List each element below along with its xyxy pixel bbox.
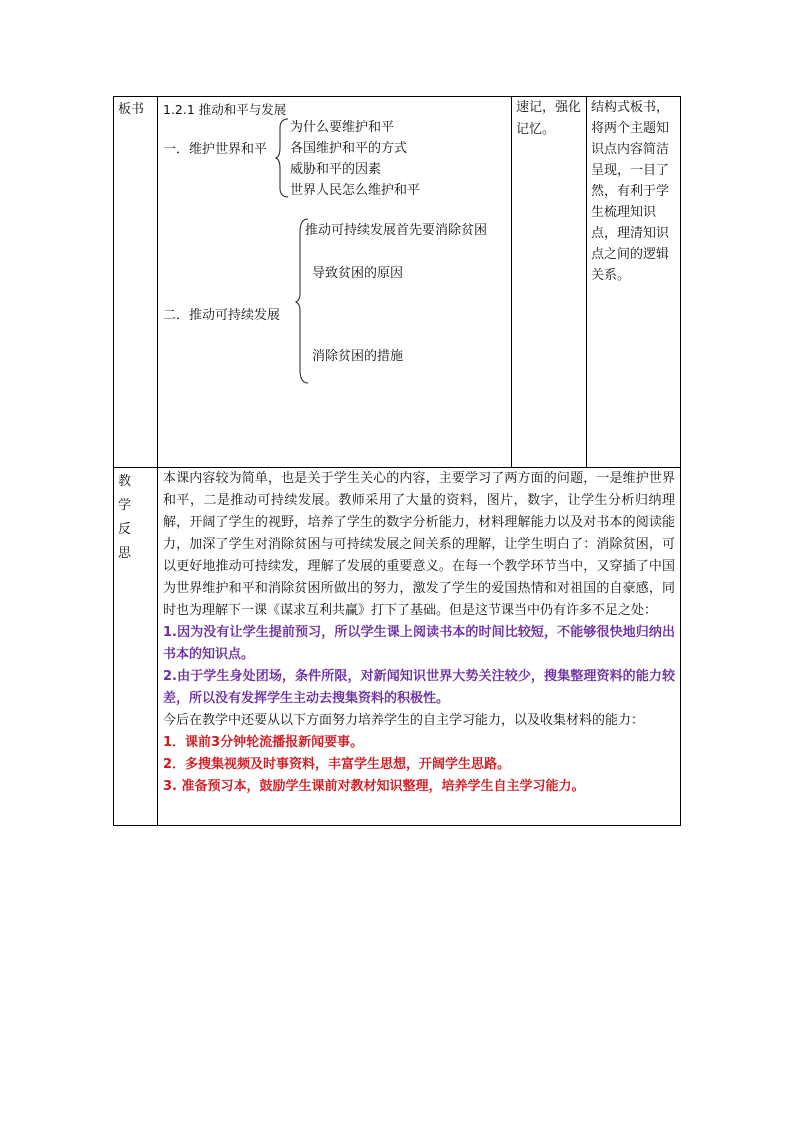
table-border-left — [113, 96, 114, 826]
measure-item: 3. 准备预习本，鼓励学生课前对教材知识整理，培养学生自主学习能力。 — [163, 779, 585, 794]
part1-item: 为什么要维护和平 — [290, 120, 395, 135]
intent-note: 速记，强化记忆。 — [516, 100, 582, 137]
part1-heading: 一．维护世界和平 — [163, 142, 268, 157]
design-note: 结构式板书，将两个主题知识点内容简洁呈现，一目了然，有利于学生梳理知识点，理清知识点之间的逻辑关系。 — [591, 100, 670, 283]
brace-icon — [276, 118, 290, 198]
board-title: 1.2.1 推动和平与发展 — [163, 102, 287, 117]
col-divider-2 — [511, 96, 512, 468]
part1-item: 世界人民怎么维护和平 — [290, 183, 421, 198]
part1-item: 各国维护和平的方式 — [290, 141, 408, 156]
col-divider-1 — [157, 96, 158, 826]
reflection-intro: 本课内容较为简单，也是关于学生关心的内容，主要学习了两方面的问题，一是维护世界和平，二是推动可持续发展。教师采用了大量的资料，图片，数字，让学生分析归纳理解，开阔了学生的视野，培养了学生的数字分析能力，材料理解能力以及对书本的阅读能力，加深了学生对消除贫困与可持续发展之间关系的理解，让学生明白了：消除贫困，可以更好地推动可持续发，理解了发展的重要意义。在每一个教学环节当中，又穿插了中国为世界维护和平和消除贫困所做出的努力，激发了学生的爱国热情和对祖国的自豪感，同时也为理解下一课《谋求互利共赢》打下了基础。但是这节课当中仍有许多不足之处： — [163, 471, 675, 618]
brace-icon — [296, 218, 310, 384]
col-divider-3 — [586, 96, 587, 468]
table-border-right — [680, 96, 681, 826]
part1-item: 威胁和平的因素 — [290, 162, 382, 177]
future-intro: 今后在教学中还要从以下方面努力培养学生的自主学习能力，以及收集材料的能力： — [163, 713, 645, 728]
part2-item: 导致贫困的原因 — [312, 266, 404, 281]
part1-list — [290, 117, 420, 201]
reflection-label: 教学反思 — [118, 474, 132, 561]
board-label: 板书 — [118, 102, 145, 117]
measure-item: 2．多搜集视频及时事资料，丰富学生思想，开阔学生思路。 — [163, 757, 511, 772]
shortcoming-item: 2.由于学生身处团场，条件所限，对新闻知识世界大势关注较少，搜集整理资料的能力较差，所以没有发挥学生主动去搜集资料的积极性。 — [163, 669, 675, 706]
reflection-body — [163, 468, 675, 798]
part2-heading: 二．推动可持续发展 — [163, 308, 281, 323]
part2-item: 推动可持续发展首先要消除贫困 — [305, 223, 488, 238]
part2-item: 消除贫困的措施 — [312, 349, 404, 364]
measure-item: 1．课前3分钟轮流播报新闻要事。 — [163, 735, 364, 750]
shortcoming-item: 1.因为没有让学生提前预习，所以学生课上阅读书本的时间比较短，不能够很快地归纳出书本的知识点。 — [163, 625, 675, 662]
table-border-bottom — [113, 825, 681, 826]
